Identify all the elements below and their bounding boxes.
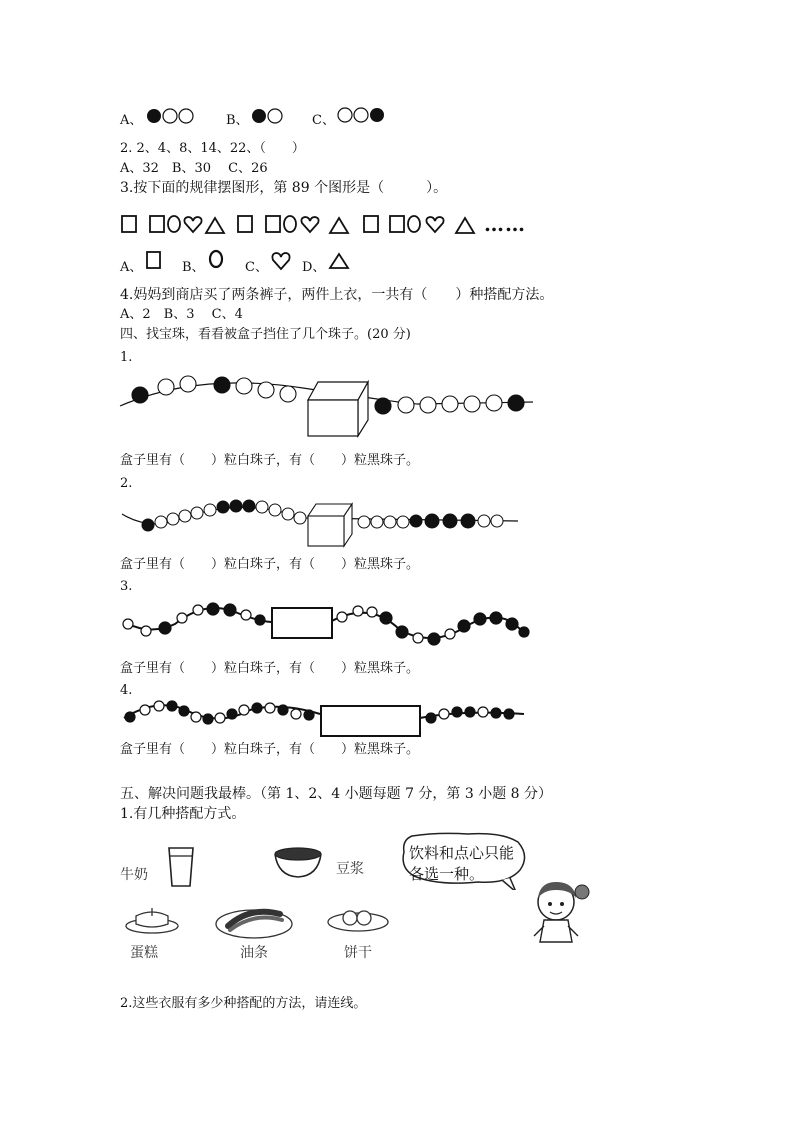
milk-glass-icon: [166, 844, 196, 890]
section4-item3-number: 3.: [120, 579, 133, 594]
square-shape: [364, 216, 378, 232]
heart-shape: [301, 217, 318, 232]
section5-q2: 2.这些衣服有多少种搭配的方法，请连线。: [120, 996, 367, 1011]
black-bead: [428, 633, 440, 645]
bubble-line-1: 饮料和点心只能: [409, 844, 515, 862]
black-bead: [179, 706, 189, 716]
q1-option-a-beads: [146, 107, 202, 125]
black-bead: [252, 109, 266, 123]
q3-option-d-label: D、: [302, 260, 326, 275]
white-bead: [367, 607, 377, 617]
box: [321, 706, 420, 736]
q1-option-c-beads: [337, 106, 391, 124]
white-bead: [167, 513, 179, 525]
bead-string-2: [118, 494, 528, 550]
triangle-shape: [206, 218, 224, 233]
square-shape: [266, 216, 280, 232]
white-bead: [294, 512, 306, 524]
black-bead: [125, 712, 135, 722]
white-bead: [155, 516, 167, 528]
black-bead: [380, 612, 392, 624]
white-bead: [180, 376, 196, 392]
white-bead: [258, 382, 274, 398]
q1-option-c-label: C、: [312, 113, 335, 128]
black-bead: [370, 108, 384, 122]
bead-string-3: [120, 600, 534, 650]
section4-item2-answer: 盒子里有（ ）粒白珠子，有（ ）粒黑珠子。: [120, 557, 420, 572]
black-bead: [142, 519, 154, 531]
white-bead: [265, 703, 275, 713]
triangle-icon: [328, 251, 350, 271]
white-bead: [239, 705, 249, 715]
white-bead: [371, 516, 383, 528]
black-bead: [506, 618, 518, 630]
white-bead: [163, 109, 177, 123]
section4-item2-number: 2.: [120, 476, 133, 491]
heart-shape: [426, 217, 443, 232]
section5-title: 五、解决问题我最棒。（第 1、2、4 小题每题 7 分，第 3 小题 8 分）: [120, 786, 553, 802]
bead-string-4: [120, 696, 530, 742]
white-bead: [384, 516, 396, 528]
q3-option-a-label: A、: [120, 260, 143, 275]
biscuit-label: 饼干: [344, 945, 372, 961]
white-bead: [491, 515, 503, 527]
box: [308, 382, 368, 436]
black-bead: [425, 514, 439, 528]
white-bead: [353, 606, 363, 616]
black-bead: [396, 626, 408, 638]
black-bead: [159, 622, 171, 634]
white-bead: [358, 516, 370, 528]
black-bead: [217, 501, 229, 513]
section4-item1-number: 1.: [120, 350, 133, 365]
black-bead: [458, 620, 470, 632]
bubble-line-2: 各选一种。: [409, 865, 485, 883]
white-bead: [291, 709, 301, 719]
section4-item1-answer: 盒子里有（ ）粒白珠子，有（ ）粒黑珠子。: [120, 453, 420, 468]
soymilk-label: 豆浆: [336, 861, 364, 877]
q3-option-c-label: C、: [245, 260, 268, 275]
white-bead: [442, 396, 458, 412]
black-bead: [255, 615, 265, 625]
black-bead: [465, 707, 475, 717]
box: [272, 608, 332, 638]
black-bead: [490, 612, 502, 624]
black-bead: [426, 713, 436, 723]
white-bead: [177, 613, 187, 623]
girl-character-icon: [526, 876, 596, 948]
white-bead: [420, 397, 436, 413]
black-bead: [443, 514, 457, 528]
white-bead: [193, 605, 203, 615]
q4-question: 4.妈妈到商店买了两条裤子，两件上衣，一共有（ ）种搭配方法。: [120, 287, 554, 303]
white-bead: [241, 610, 251, 620]
white-bead: [191, 712, 201, 722]
black-bead: [227, 709, 237, 719]
white-bead: [398, 397, 414, 413]
white-bead: [439, 709, 449, 719]
white-bead: [236, 378, 252, 394]
white-bead: [478, 707, 488, 717]
white-bead: [268, 109, 282, 123]
black-bead: [304, 710, 314, 720]
q2-question: 2. 2、4、8、14、22、（ ）: [120, 141, 305, 156]
black-bead: [508, 395, 524, 411]
square-shape: [238, 216, 252, 232]
soymilk-bowl-icon: [272, 844, 324, 880]
white-bead: [413, 633, 423, 643]
white-bead: [141, 626, 151, 636]
square-shape: [150, 216, 164, 232]
milk-label: 牛奶: [120, 867, 148, 883]
section4-item4-answer: 盒子里有（ ）粒白珠子，有（ ）粒黑珠子。: [120, 742, 420, 757]
triangle-shape: [456, 218, 474, 233]
circle-shape: [168, 216, 180, 232]
q1-option-a-label: A、: [120, 113, 143, 128]
black-bead: [214, 377, 230, 393]
circle-shape: [408, 216, 420, 232]
black-bead: [474, 613, 486, 625]
q2-options: A、32 B、30 C、26: [120, 161, 268, 176]
white-bead: [280, 386, 296, 402]
black-bead: [147, 109, 161, 123]
white-bead: [486, 395, 502, 411]
circle-shape: [284, 216, 296, 232]
white-bead: [140, 705, 150, 715]
square-icon: [145, 249, 163, 271]
white-bead: [123, 619, 133, 629]
black-bead: [224, 604, 236, 616]
black-bead: [230, 500, 242, 512]
q4-options: A、2 B、3 C、4: [120, 307, 243, 322]
white-bead: [478, 515, 490, 527]
white-bead: [282, 508, 294, 520]
white-bead: [337, 612, 347, 622]
black-bead: [278, 705, 288, 715]
white-bead: [154, 701, 164, 711]
cake-icon: [124, 904, 180, 934]
youtiao-label: 油条: [240, 945, 268, 961]
heart-icon: [271, 251, 291, 271]
white-bead: [269, 504, 281, 516]
white-bead: [179, 510, 191, 522]
white-bead: [158, 379, 174, 395]
circle-icon: [207, 249, 225, 271]
box: [308, 504, 352, 546]
black-bead: [519, 627, 529, 637]
black-bead: [461, 514, 475, 528]
section4-item4-number: 4.: [120, 683, 133, 698]
q3-ellipsis: ……: [484, 212, 526, 236]
black-bead: [243, 500, 255, 512]
section5-q1: 1.有几种搭配方式。: [120, 806, 246, 822]
white-bead: [256, 501, 268, 513]
white-bead: [397, 516, 409, 528]
black-bead: [410, 515, 422, 527]
white-bead: [464, 396, 480, 412]
heart-shape: [184, 217, 201, 232]
cake-label: 蛋糕: [130, 945, 158, 961]
section4-item3-answer: 盒子里有（ ）粒白珠子，有（ ）粒黑珠子。: [120, 661, 420, 676]
q3-option-b-label: B、: [182, 260, 205, 275]
white-bead: [354, 108, 368, 122]
white-bead: [338, 108, 352, 122]
white-bead: [215, 713, 225, 723]
q1-option-b-beads: [251, 107, 287, 125]
square-shape: [122, 216, 136, 232]
white-bead: [179, 109, 193, 123]
black-bead: [203, 714, 213, 724]
black-bead: [452, 707, 462, 717]
black-bead: [252, 703, 262, 713]
bead-string-1: [118, 372, 538, 440]
triangle-shape: [330, 218, 348, 233]
youtiao-icon: [214, 900, 294, 940]
black-bead: [491, 708, 501, 718]
q1-option-b-label: B、: [226, 113, 249, 128]
white-bead: [445, 629, 455, 639]
black-bead: [132, 387, 148, 403]
biscuit-icon: [326, 904, 390, 934]
square-shape: [390, 216, 404, 232]
black-bead: [375, 398, 391, 414]
black-bead: [207, 603, 219, 615]
q3-question: 3.按下面的规律摆图形，第 89 个图形是（ ）。: [120, 180, 448, 196]
section4-title: 四、找宝珠，看看被盒子挡住了几个珠子。(20 分): [120, 327, 411, 342]
white-bead: [191, 507, 203, 519]
black-bead: [504, 709, 514, 719]
white-bead: [204, 504, 216, 516]
black-bead: [167, 701, 177, 711]
